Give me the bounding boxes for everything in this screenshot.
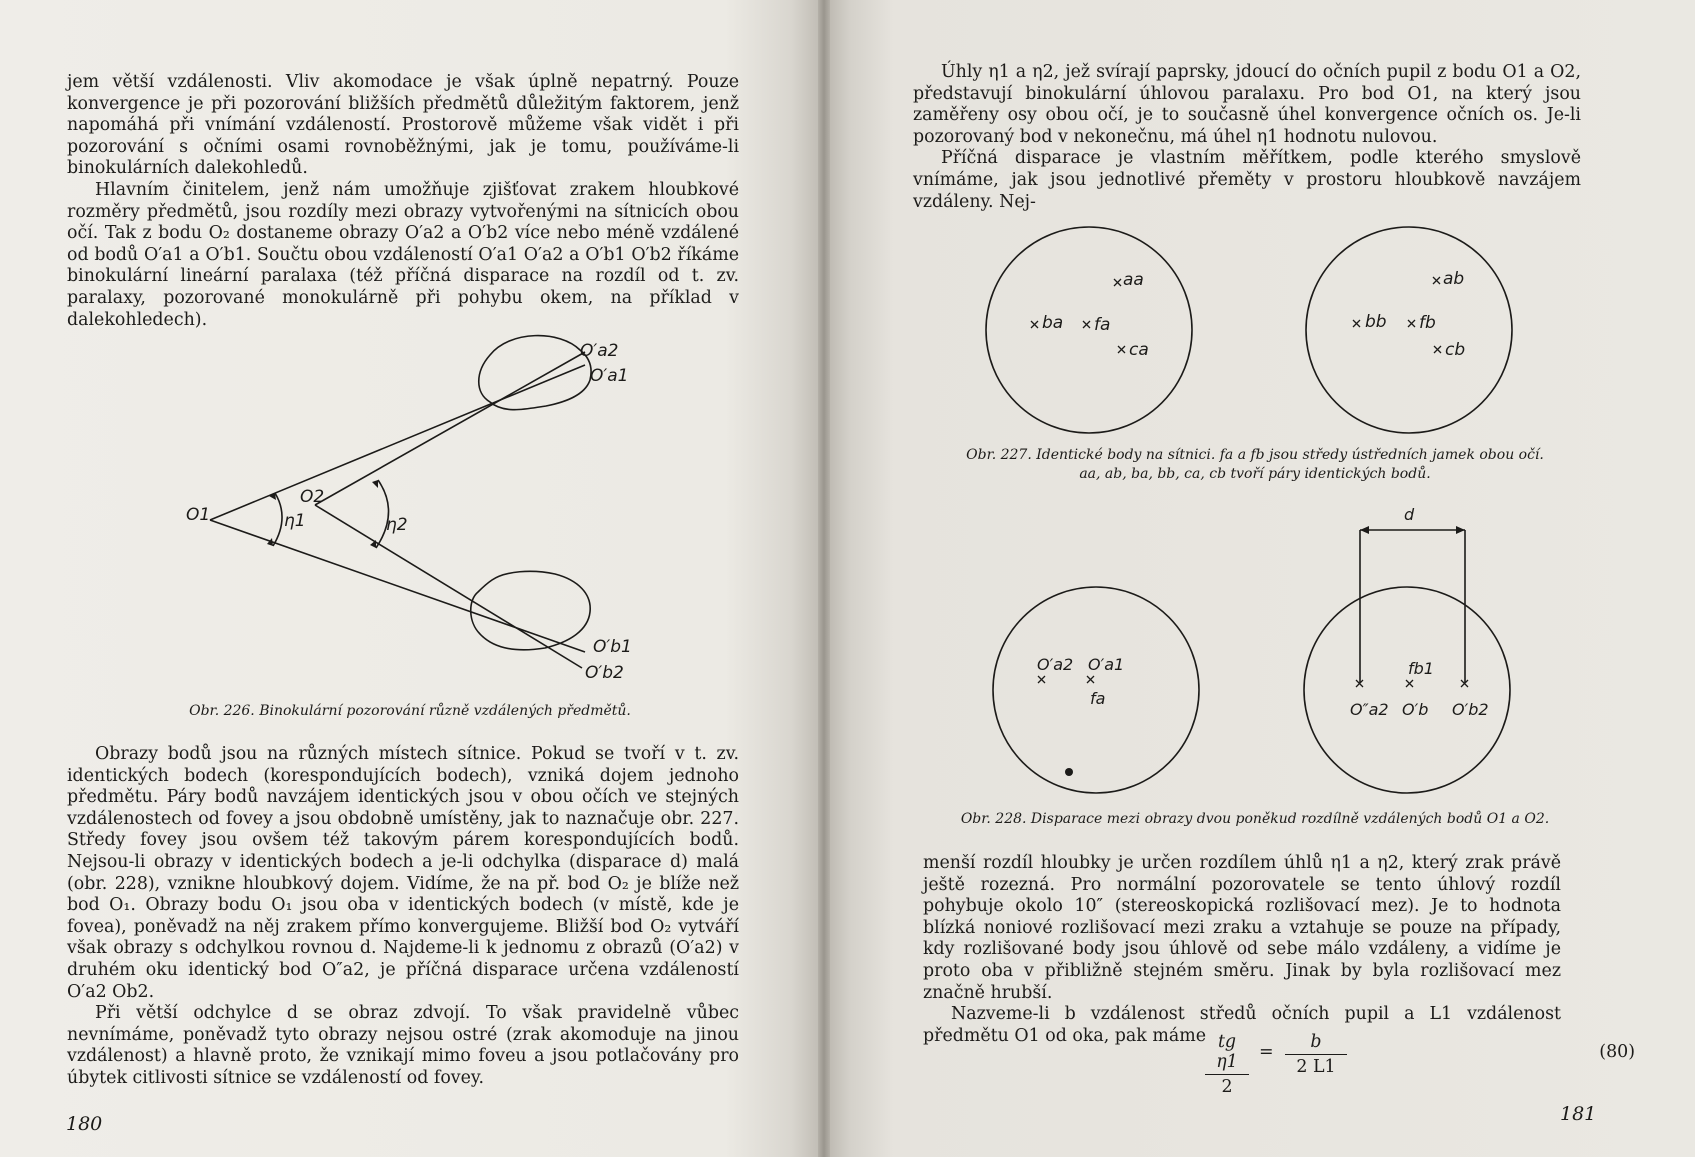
right-page [824,0,1695,1157]
cross-oa1 [1087,676,1094,683]
angle-arc-eta2 [376,480,389,548]
ray-o2-upper [315,352,585,505]
label-oa2: O′a2 [580,341,619,361]
cross-ab [1433,277,1440,284]
label-oa1: O′a1 [590,366,629,386]
arrow-eta1-bottom [267,538,273,546]
cross-cb [1434,346,1441,353]
right-paragraph-2: Příčná disparace je vlastním měřítkem, podle kterého smyslově vnímáme, jak jsou jednotlivé přeměty v prostoru hloubkově navzájem vzdáleny. Nej- [913,148,1581,212]
left-paragraph-4: Při větší odchylce d se obraz zdvojí. To však pravidelně vůbec nevnímáme, poněvadž tyto obrazy nejsou ostré (zrak akomoduje na jinou vzdálenost) a hlavně proto, že vznikají mimo foveu a jsou potlačovány pro úbytek citlivosti sítnice se vzdáleností od fovey. [67,1003,739,1088]
cross-ba [1031,321,1038,328]
left-paragraph-3: Obrazy bodů jsou na různých místech sítnice. Pokud se tvoří v t. zv. identických bodech (korespondujících bodech), vzniká dojem jednoho předmětu. Páry bodů navzájem identických jsou v obou očích ve stejných vzdálenostech od fovey a jsou obdobně umístěny, jak to naznačuje obr. 227. Středy fovey jsou ovšem též takovým párem korespondujících bodů. Nejsou-li obrazy v identických bodech a je-li odchylka (disparace d) malá (obr. 228), vznikne hloubkový dojem. Vidíme, že na př. bod O₂ je blíže než bod O₁. Obrazy bodu O₁ jsou oba v identických bodech (v místě, kde je fovea), poněvadž na něj zrakem přímo konvergujeme. Bližší bod O₂ vytváří však obrazy s odchylkou rovnou d. Najdeme-li k jednomu z obrazů (O′a2) v druhém oku identický bod O″a2, je příčná disparace určena vzdáleností O′a2 Ob2. [67,744,739,1002]
equation-number: (80) [1599,1042,1635,1062]
label-eta1: η1 [284,511,306,531]
cross-bb [1353,320,1360,327]
label-ab: ab [1443,269,1465,289]
angle-arc-eta1 [273,493,282,546]
cross-ca [1118,346,1125,353]
label-ob1: O′b1 [593,637,632,657]
label-aa: aa [1123,270,1144,290]
equation-right-denominator: 2 L1 [1296,1057,1336,1077]
label-oa2pp: O″a2 [1350,700,1389,719]
book-gutter [818,0,830,1157]
ray-o1-upper [210,365,585,520]
figure-227-caption-line1: Obr. 227. Identické body na sítnici. fa a fb jsou středy ústředních jamek obou očí. [966,447,1544,463]
equation-left-fraction [1205,1032,1249,1097]
label-ca: ca [1129,340,1149,360]
label-fa: fa [1094,315,1111,335]
arrow-eta2-top [372,480,378,488]
figure-228-caption: Obr. 228. Disparace mezi obrazy dvou poněkud rozdílně vzdálených bodů O1 a O2. [960,811,1550,827]
left-page [0,0,824,1157]
ray-o2-lower [315,505,582,668]
label-ob2: O′b2 [585,663,624,683]
cross-oa2 [1038,676,1045,683]
d-arrow-right [1456,526,1465,534]
retina-circle-a [986,227,1192,433]
label-ob2-right: O′b2 [1452,700,1489,719]
equation-left-numerator: tg η1 [1205,1032,1249,1075]
label-bb: bb [1365,312,1387,332]
page-number-right: 181 [1560,1103,1597,1125]
figure-227-caption-line2: aa, ab, ba, bb, ca, cb tvoří páry identických bodů. [1079,466,1431,482]
equation-80 [1195,1028,1635,1097]
cross-fa [1083,321,1090,328]
label-fb: fb [1419,313,1436,333]
right-text-bottom [923,853,1561,1047]
ink-blot [1065,768,1073,776]
label-cb: cb [1445,340,1466,360]
cross-ob [1406,680,1413,687]
right-paragraph-1: Úhly η1 a η2, jež svírají paprsky, jdoucí do očních pupil z bodu O1 a O2, představují binokulární úhlovou paralaxu. Pro bod O1, na který jsou zaměřeny osy obou očí, je to současně úhel konvergence očních os. Je-li pozorovaný bod v nekonečnu, má úhel η1 hodnotu nulovou. [913,62,1581,147]
retina-circle-b [1306,227,1512,433]
cross-aa [1114,279,1121,286]
figure-227 [824,220,1695,460]
figure-227-caption [905,446,1605,484]
equation-right-fraction [1285,1032,1347,1077]
label-o2: O2 [300,487,325,507]
right-text-top [913,62,1581,213]
label-o1: O1 [186,505,211,525]
label-ba: ba [1042,313,1064,333]
label-oa1-left: O′a1 [1088,655,1125,674]
retina-circle-b2 [1304,587,1510,793]
d-arrow-left [1360,526,1369,534]
equation-left-denominator: 2 [1221,1077,1233,1097]
label-oa2-left: O′a2 [1037,655,1074,674]
figure-226-caption: Obr. 226. Binokulární pozorování různě vzdálených předmětů. [189,703,631,719]
label-d: d [1404,505,1415,524]
figure-228 [824,500,1695,800]
equation-equals: = [1259,1042,1274,1062]
left-paragraph-2: Hlavním činitelem, jenž nám umožňuje zjišťovat zrakem hloubkové rozměry předmětů, jsou rozdíly mezi obrazy vytvořenými na sítnicích obou očí. Tak z bodu O₂ dostaneme obrazy O′a2 a O′b2 více nebo méně vzdálené od bodů O′a1 a O′b1. Součtu obou vzdáleností O′a1 O′a2 a O′b1 O′b2 říkáme binokulární lineární paralaxa (též příčná disparace na rozdíl od t. zv. paralaxy, pozorované monokulárně při pohybu okem, na příklad v dalekohledech). [67,179,739,330]
left-text-bottom [67,744,739,1090]
label-fb1: fb1 [1408,659,1434,678]
cross-fb [1408,320,1415,327]
page-number-left: 180 [66,1113,103,1135]
upper-eye [479,336,591,410]
right-paragraph-3: menší rozdíl hloubky je určen rozdílem úhlů η1 a η2, který zrak právě ještě rozezná. Pro normální pozorovatele se tento úhlový rozdíl pohybuje okolo 10″ (stereoskopická rozlišovací mez). Je to hodnota blízká noniové rozlišovací mezi zraku a vztahuje se pouze na případy, kdy rozlišované body jsou úhlově od sebe málo vzdáleny, a vidíme je proto oba v přibližně stejném směru. Jinak by byla rozlišovací mez značně hrubší. [923,853,1561,1003]
equation-right-numerator: b [1285,1032,1347,1055]
right-paragraph-4: Nazveme-li b vzdálenost středů očních pupil a L1 vzdálenost předmětu O1 od oka, pak máme [923,1004,1561,1046]
ray-o1-lower [210,520,585,652]
left-paragraph-1: jem větší vzdálenosti. Vliv akomodace je však úplně nepatrný. Pouze konvergence je při pozorování bližších předmětů důležitým faktorem, jenž napomáhá při vnímání vzdáleností. Prostorově můžeme však vidět i při pozorování s očními osami rovnoběžnými, jak je tomu, používáme-li binokulárních dalekohledů. [67,72,739,179]
label-fa-left: fa [1090,689,1106,708]
label-ob: O′b [1402,700,1429,719]
label-eta2: η2 [386,515,408,535]
